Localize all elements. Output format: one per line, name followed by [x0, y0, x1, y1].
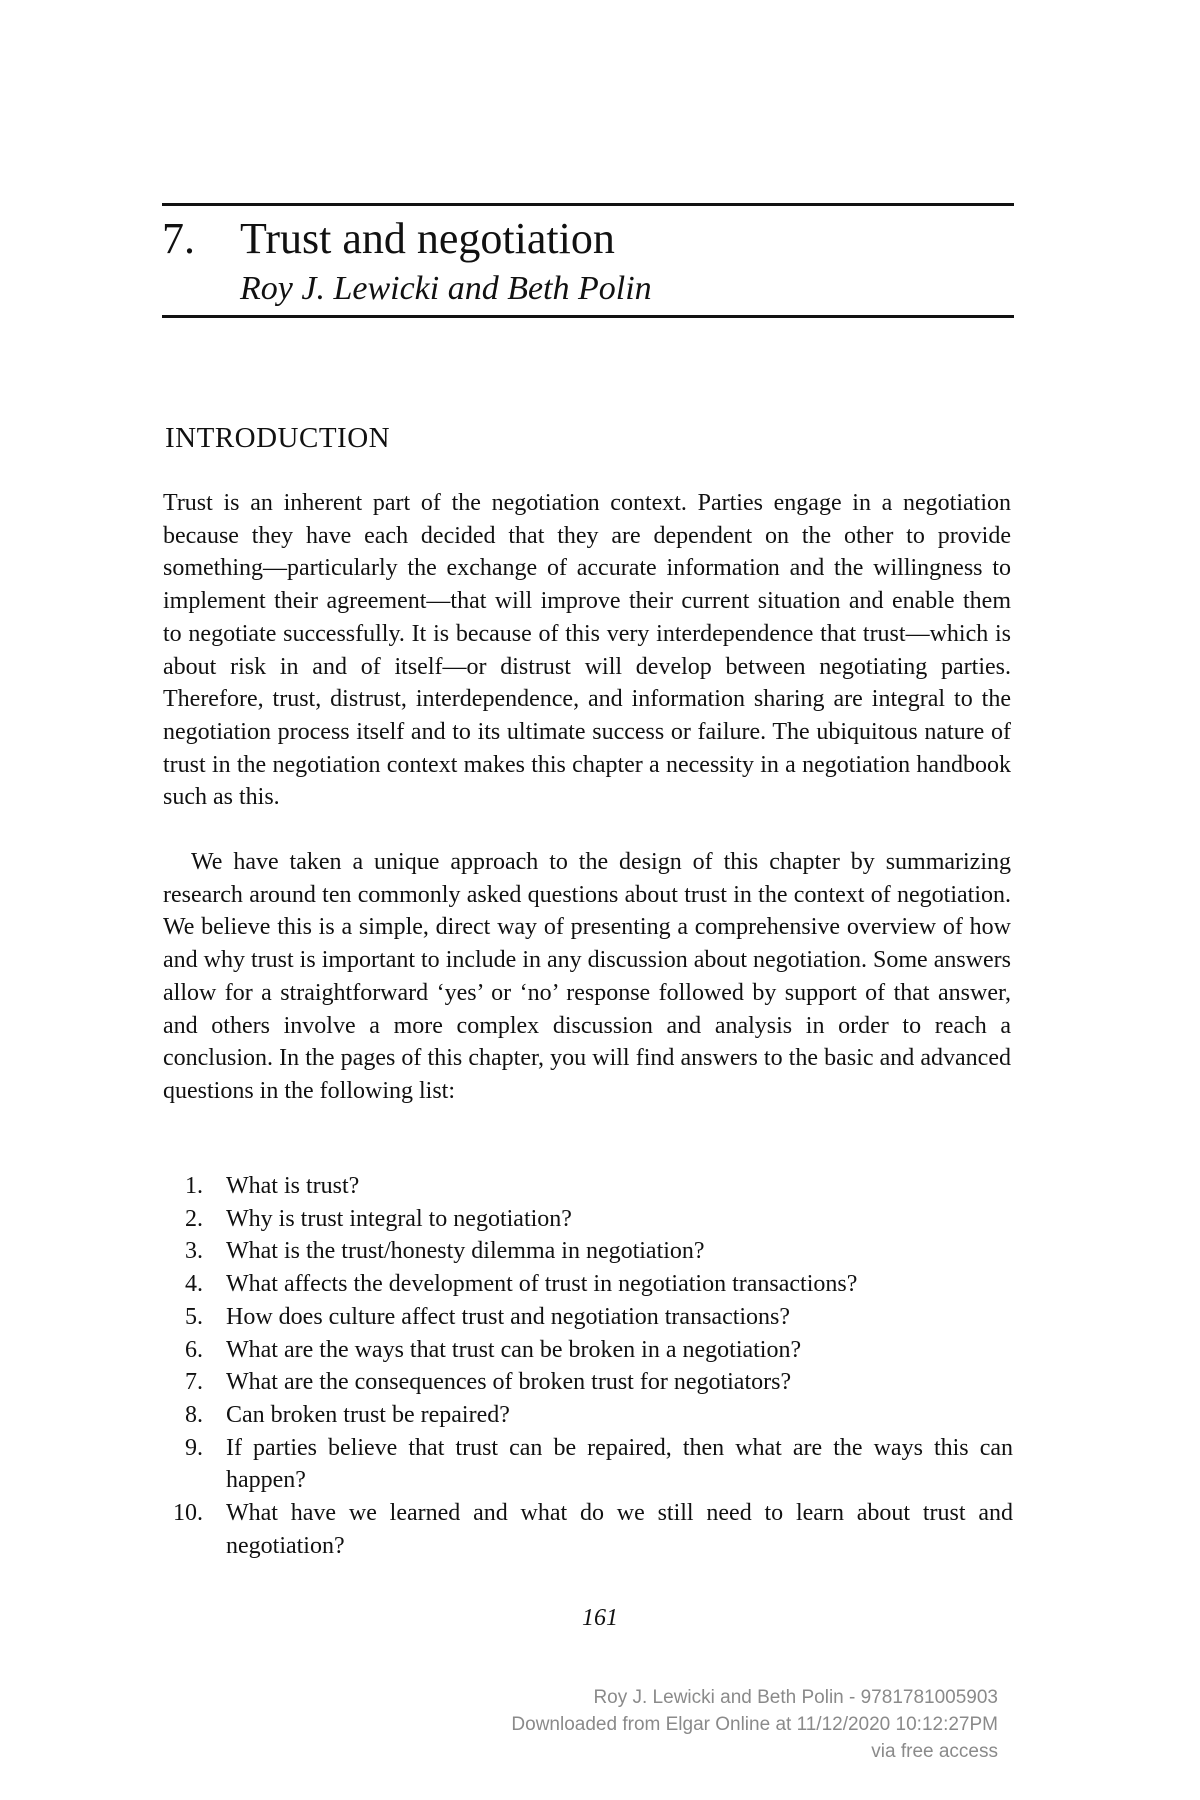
chapter-title: Trust and negotiation	[240, 214, 615, 263]
chapter-number: 7.	[162, 214, 195, 263]
list-item-text: How does culture affect trust and negotiation transactions?	[226, 1303, 791, 1330]
list-item-number: 4.	[185, 1271, 203, 1298]
list-item-number: 5.	[185, 1303, 203, 1330]
list-item	[163, 1399, 1013, 1432]
list-item	[163, 1497, 1013, 1562]
chapter-authors: Roy J. Lewicki and Beth Polin	[240, 270, 652, 307]
list-item	[163, 1268, 1013, 1301]
list-item	[163, 1235, 1013, 1268]
chapter-top-rule	[162, 203, 1014, 206]
list-item-text: What are the ways that trust can be broken in a negotiation?	[226, 1336, 802, 1363]
list-item-number: 8.	[185, 1401, 203, 1428]
list-item-text: Can broken trust be repaired?	[226, 1401, 510, 1428]
section-heading: INTRODUCTION	[165, 422, 391, 454]
list-item-text: What affects the development of trust in negotiation transactions?	[226, 1271, 858, 1298]
list-item	[163, 1334, 1013, 1367]
list-item-number: 1.	[185, 1173, 203, 1199]
list-item-number: 6.	[185, 1336, 203, 1363]
watermark-line-access: via free access	[871, 1741, 998, 1762]
list-item	[163, 1432, 1013, 1497]
list-item-text: What is trust?	[226, 1173, 360, 1199]
list-item	[163, 1301, 1013, 1334]
list-item-number: 2.	[185, 1205, 203, 1232]
list-item	[163, 1170, 1013, 1203]
watermark-line-citation: Roy J. Lewicki and Beth Polin - 9781781005903	[593, 1687, 998, 1708]
download-watermark	[511, 1684, 998, 1765]
list-item-text: What is the trust/honesty dilemma in negotiation?	[226, 1238, 705, 1265]
list-item-text: Why is trust integral to negotiation?	[226, 1205, 572, 1232]
chapter-bottom-rule	[162, 315, 1014, 318]
intro-paragraph-1: Trust is an inherent part of the negotiation context. Parties engage in a negotiation because they have each decided that they are dependent on the other to provide something—particularly the exchange of accurate information and the willingness to implement their agreement—that will improve their current situation and enable them to negotiate successfully. It is because of this very interdependence that trust—which is about risk in and of itself—or distrust will develop between negotiating parties. Therefore, trust, distrust, interdependence, and information sharing are integral to the negotiation process itself and to its ultimate success or failure. The ubiquitous nature of trust in the negotiation context makes this chapter a necessity in a negotiation handbook such as this.	[163, 490, 1011, 811]
list-item-number: 9.	[185, 1434, 203, 1461]
list-item-text: If parties believe that trust can be repaired, then what are the ways this can happen?	[226, 1434, 1013, 1494]
list-item-number: 3.	[185, 1238, 203, 1265]
list-item	[163, 1203, 1013, 1236]
watermark-line-download: Downloaded from Elgar Online at 11/12/2020 10:12:27PM	[511, 1714, 998, 1735]
list-item-text: What are the consequences of broken trust for negotiators?	[226, 1369, 792, 1396]
list-item-text: What have we learned and what do we still need to learn about trust and negotiation?	[226, 1500, 1013, 1559]
page-number: 161	[582, 1605, 618, 1631]
list-item	[163, 1366, 1013, 1399]
question-list	[163, 1170, 1013, 1562]
list-item-number: 7.	[185, 1369, 203, 1396]
intro-paragraph-2: We have taken a unique approach to the design of this chapter by summarizing research around ten commonly asked questions about trust in the context of negotiation. We believe this is a simple, direct way of presenting a comprehensive overview of how and why trust is important to include in any discussion about negotiation. Some answers allow for a straightforward ‘yes’ or ‘no’ response followed by support of that answer, and others involve a more complex discussion and analysis in order to reach a conclusion. In the pages of this chapter, you will find answers to the basic and advanced questions in the following list:	[163, 849, 1011, 1104]
list-item-number: 10.	[173, 1500, 203, 1527]
